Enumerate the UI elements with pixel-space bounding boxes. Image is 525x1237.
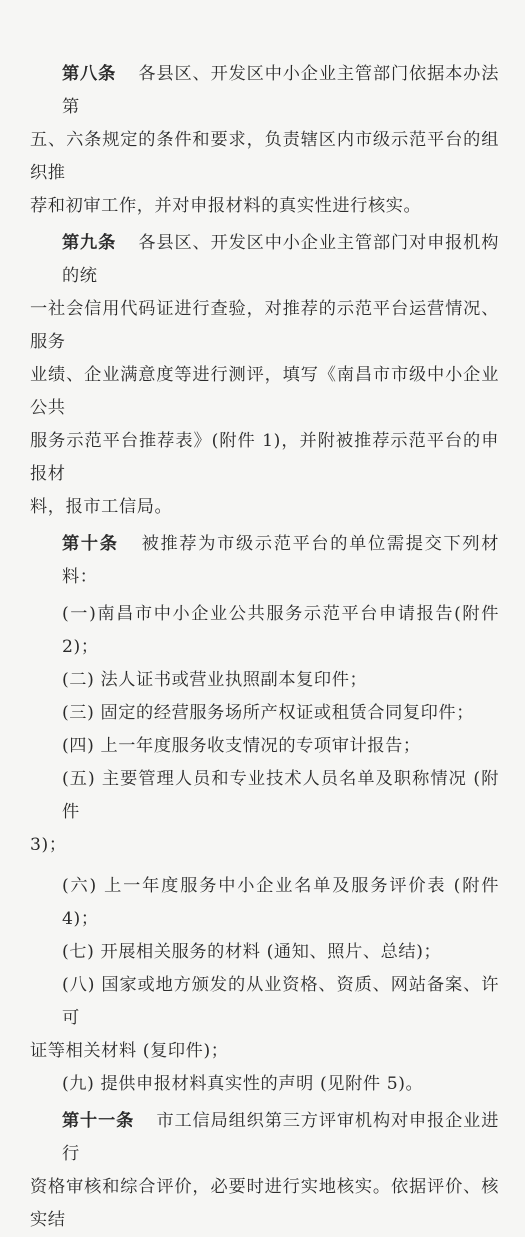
- article-line: 料，报市工信局。: [30, 497, 173, 517]
- list-item: (五) 主要管理人员和专业技术人员名单及职称情况 (附件 3)；: [30, 769, 499, 855]
- article-title: 第十条: [62, 534, 119, 554]
- article-line: 资格审核和综合评价，必要时进行实地核实。依据评价、核实结: [30, 1177, 499, 1230]
- article-line: 各县区、开发区中小企业主管部门依据本办法第: [62, 64, 499, 117]
- article-8: [30, 58, 499, 223]
- article-9: [30, 227, 499, 524]
- article-line: 荐和初审工作，并对申报材料的真实性进行核实。: [30, 196, 422, 216]
- article-11: [30, 1105, 500, 1237]
- list-item: (六) 上一年度服务中小企业名单及服务评价表 (附件 4)；: [62, 876, 499, 929]
- list-item: (一)南昌市中小企业公共服务示范平台申请报告(附件 2)；: [62, 604, 499, 657]
- article-line: 被推荐为市级示范平台的单位需提交下列材料：: [62, 534, 499, 587]
- article-10: [62, 528, 499, 594]
- list-item: (八) 国家或地方颁发的从业资格、资质、网站备案、许可 证等相关材料 (复印件)；: [30, 975, 499, 1061]
- article-line: 五、六条规定的条件和要求，负责辖区内市级示范平台的组织推: [30, 130, 499, 183]
- article-title: 第九条: [62, 233, 117, 253]
- article-line: 服务示范平台推荐表》(附件 1)，并附被推荐示范平台的申报材: [30, 431, 499, 484]
- article-title: 第八条: [62, 64, 117, 84]
- list-item: (三) 固定的经营服务场所产权证或租赁合同复印件；: [62, 703, 475, 723]
- article-line: 各县区、开发区中小企业主管部门对申报机构的统: [62, 233, 499, 286]
- article-title: 第十一条: [62, 1111, 135, 1131]
- materials-list: [30, 598, 499, 1101]
- article-line: 市工信局组织第三方评审机构对申报企业进行: [62, 1111, 500, 1164]
- list-item: (九) 提供申报材料真实性的声明 (见附件 5)。: [62, 1074, 424, 1094]
- list-item: (七) 开展相关服务的材料 (通知、照片、总结)；: [62, 942, 442, 962]
- article-line: 业绩、企业满意度等进行测评，填写《南昌市市级中小企业公共: [30, 365, 499, 418]
- list-item: (二) 法人证书或营业执照副本复印件；: [62, 670, 368, 690]
- list-item: (四) 上一年度服务收支情况的专项审计报告；: [62, 736, 421, 756]
- article-line: 一社会信用代码证进行查验，对推荐的示范平台运营情况、服务: [30, 299, 499, 352]
